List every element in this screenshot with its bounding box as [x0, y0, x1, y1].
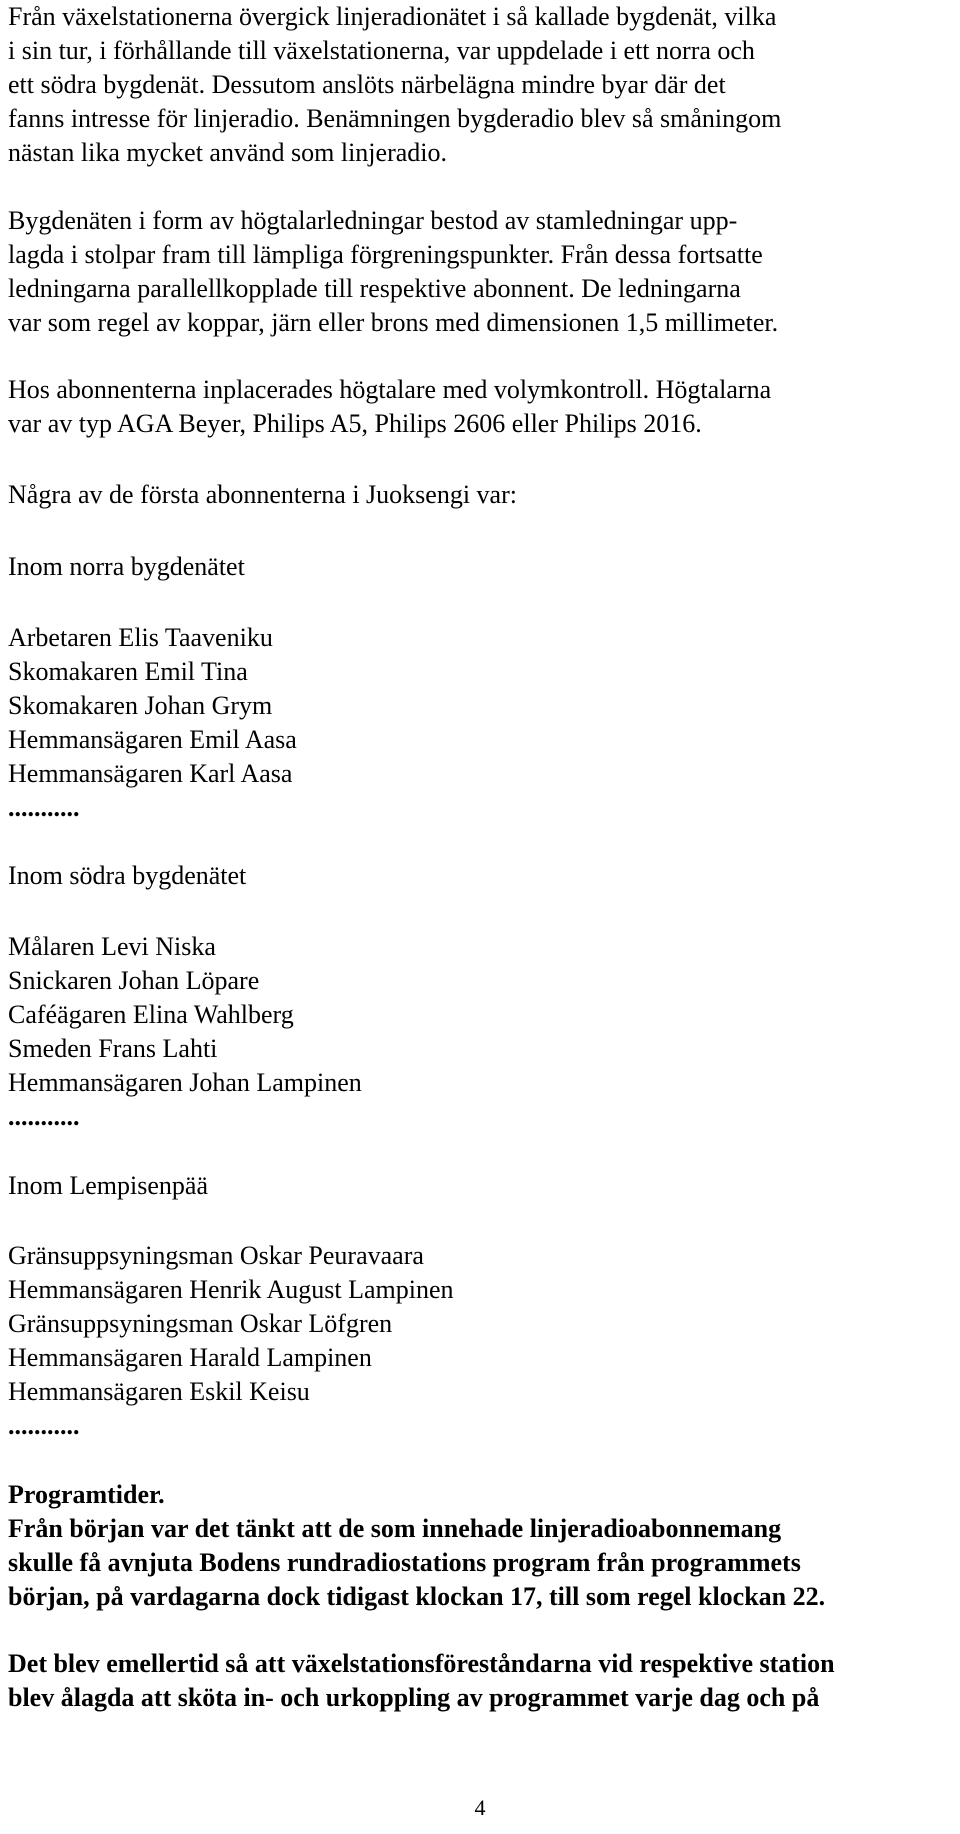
- text-line: skulle få avnjuta Bodens rundradiostations program från programmets: [8, 1548, 801, 1577]
- list-item: Gränsuppsyningsman Oskar Löfgren: [8, 1309, 393, 1338]
- list-ellipsis: ...........: [8, 793, 80, 822]
- text-line: var som regel av koppar, järn eller brons med dimensionen 1,5 millimeter.: [8, 308, 779, 337]
- section-heading-south: [8, 859, 246, 893]
- paragraph-vaxelstation: [8, 1647, 835, 1715]
- section-heading-north: [8, 550, 245, 584]
- list-ellipsis: ...........: [8, 1102, 80, 1131]
- text-line: blev ålagda att sköta in- och urkoppling av programmet varje dag och på: [8, 1683, 820, 1712]
- list-item: Hemmansägaren Henrik August Lampinen: [8, 1275, 454, 1304]
- section-heading: Inom norra bygdenätet: [8, 552, 245, 581]
- text-line: Det blev emellertid så att växelstationsföreståndarna vid respektive station: [8, 1649, 835, 1678]
- text-line: Från början var det tänkt att de som innehade linjeradioabonnemang: [8, 1514, 782, 1543]
- subscriber-list-north: [8, 621, 297, 825]
- paragraph-linjeradio-intro: [8, 0, 781, 170]
- text-line: ett södra bygdenät. Dessutom anslöts närbelägna mindre byar där det: [8, 70, 726, 99]
- text-line: Från växelstationerna övergick linjeradionätet i så kallade bygdenät, vilka: [8, 2, 777, 31]
- text-line: början, på vardagarna dock tidigast klockan 17, till som regel klockan 22.: [8, 1582, 826, 1611]
- list-item: Målaren Levi Niska: [8, 932, 216, 961]
- text-line: i sin tur, i förhållande till växelstationerna, var uppdelade i ett norra och: [8, 36, 755, 65]
- text-line: Hos abonnenterna inplacerades högtalare med volymkontroll. Högtalarna: [8, 375, 772, 404]
- subscriber-list-south: [8, 930, 362, 1134]
- subscriber-list-lempisenpaa: [8, 1239, 454, 1443]
- list-item: Hemmansägaren Emil Aasa: [8, 725, 297, 754]
- text-line: var av typ AGA Beyer, Philips A5, Philips 2606 eller Philips 2016.: [8, 409, 702, 438]
- text-line: Några av de första abonnenterna i Juoksengi var:: [8, 480, 517, 509]
- list-item: Hemmansägaren Johan Lampinen: [8, 1068, 362, 1097]
- text-line: Bygdenäten i form av högtalarledningar bestod av stamledningar upp-: [8, 206, 738, 235]
- list-item: Skomakaren Johan Grym: [8, 691, 273, 720]
- list-item: Skomakaren Emil Tina: [8, 657, 248, 686]
- list-item: Caféägaren Elina Wahlberg: [8, 1000, 294, 1029]
- list-item: Hemmansägaren Karl Aasa: [8, 759, 293, 788]
- paragraph-programtider: [8, 1478, 825, 1614]
- list-item: Hemmansägaren Eskil Keisu: [8, 1377, 310, 1406]
- text-line: fanns intresse för linjeradio. Benämningen bygderadio blev så småningom: [8, 104, 782, 133]
- section-heading: Programtider.: [8, 1480, 165, 1509]
- paragraph-bygdenat: [8, 204, 778, 340]
- section-heading-lempisenpaa: [8, 1169, 208, 1203]
- text-line: ledningarna parallellkopplade till respektive abonnent. De ledningarna: [8, 274, 741, 303]
- intro-line: [8, 478, 517, 512]
- list-item: Hemmansägaren Harald Lampinen: [8, 1343, 372, 1372]
- page-number: 4: [474, 1795, 486, 1820]
- section-heading: Inom Lempisenpää: [8, 1171, 208, 1200]
- list-item: Smeden Frans Lahti: [8, 1034, 218, 1063]
- list-item: Snickaren Johan Löpare: [8, 966, 260, 995]
- list-item: Gränsuppsyningsman Oskar Peuravaara: [8, 1241, 424, 1270]
- list-item: Arbetaren Elis Taaveniku: [8, 623, 273, 652]
- paragraph-hogtalare: [8, 373, 771, 441]
- text-line: nästan lika mycket använd som linjeradio.: [8, 138, 447, 167]
- section-heading: Inom södra bygdenätet: [8, 861, 247, 890]
- list-ellipsis: ...........: [8, 1411, 80, 1440]
- text-line: lagda i stolpar fram till lämpliga förgreningspunkter. Från dessa fortsatte: [8, 240, 763, 269]
